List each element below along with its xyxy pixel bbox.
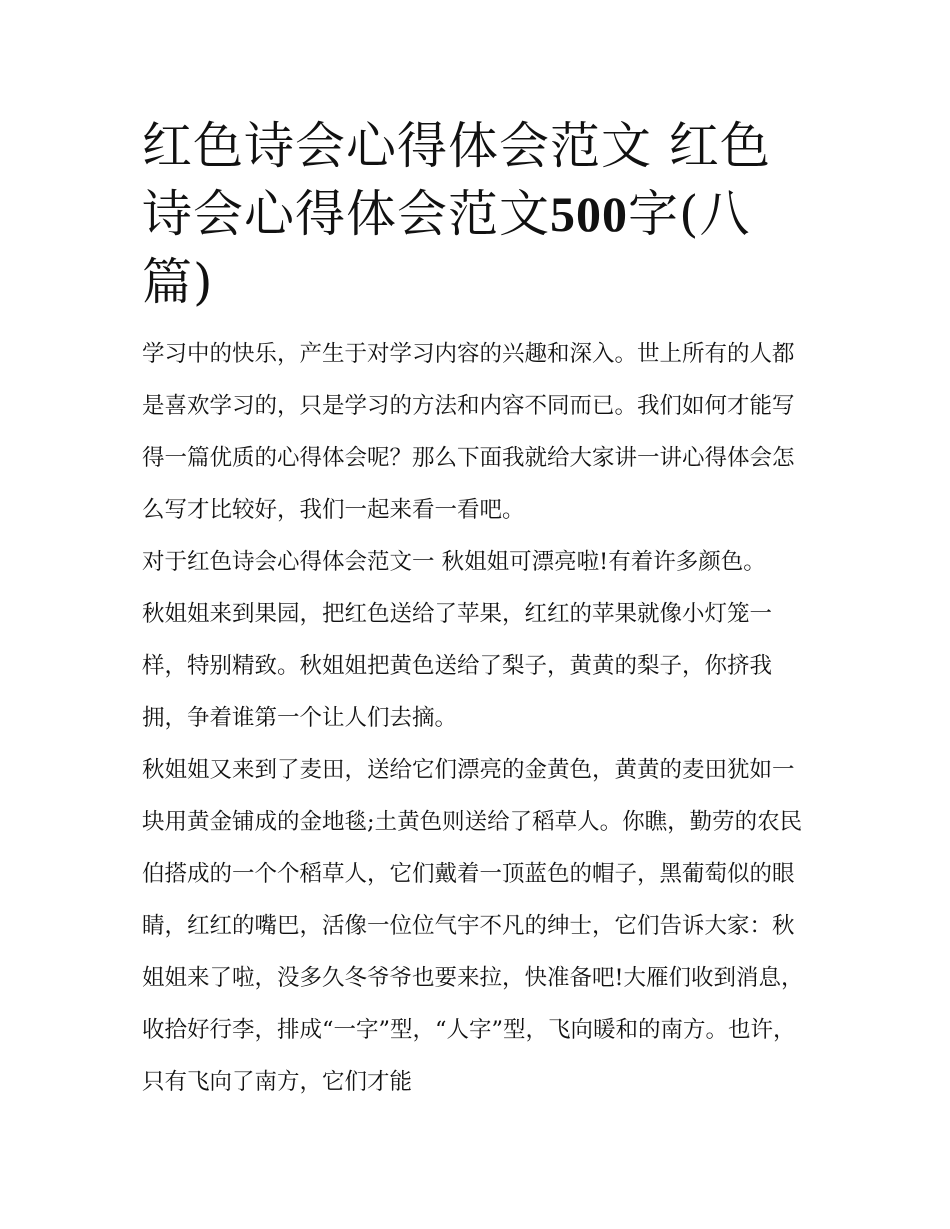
title-text-part1: 红色诗会心得体会范文 红色诗会心得体会范文 bbox=[142, 117, 771, 243]
title-text-part2: 字(八篇) bbox=[142, 185, 751, 311]
paragraph-intro: 学习中的快乐，产生于对学习内容的兴趣和深入。世上所有的人都是喜欢学习的，只是学习的方法和内容不同而已。我们如何才能写得一篇优质的心得体会呢？那么下面我就给大家讲一讲心得体会怎么写才比较好，我们一起来看一看吧。 bbox=[142, 341, 795, 523]
document-title bbox=[142, 112, 814, 316]
paragraph-wheat-field: 秋姐姐又来到了麦田，送给它们漂亮的金黄色，黄黄的麦田犹如一块用黄金铺成的金地毯;土黄色则送给了稻草人。你瞧，勤劳的农民伯搭成的一个个稻草人，它们戴着一顶蓝色的帽子，黑葡萄似的眼睛，红红的嘴巴，活像一位位气宇不凡的绅士，它们告诉大家：秋姐姐来了啦，没多久冬爷爷也要来拉，快准备吧!大雁们收到消息，收拾好行李，排成“一字”型，“人字”型，飞向暖和的南方。也许，只有飞向了南方，它们才能 bbox=[142, 757, 804, 1095]
paragraph-orchard: 秋姐姐来到果园，把红色送给了苹果，红红的苹果就像小灯笼一样，特别精致。秋姐姐把黄色送给了梨子，黄黄的梨子，你挤我拥，争着谁第一个让人们去摘。 bbox=[142, 601, 773, 731]
paragraph-sample-one-heading: 对于红色诗会心得体会范文一 秋姐姐可漂亮啦!有着许多颜色。 bbox=[142, 549, 766, 575]
document-body bbox=[142, 328, 814, 1108]
title-number: 500 bbox=[550, 186, 628, 242]
document-page bbox=[142, 112, 814, 1108]
